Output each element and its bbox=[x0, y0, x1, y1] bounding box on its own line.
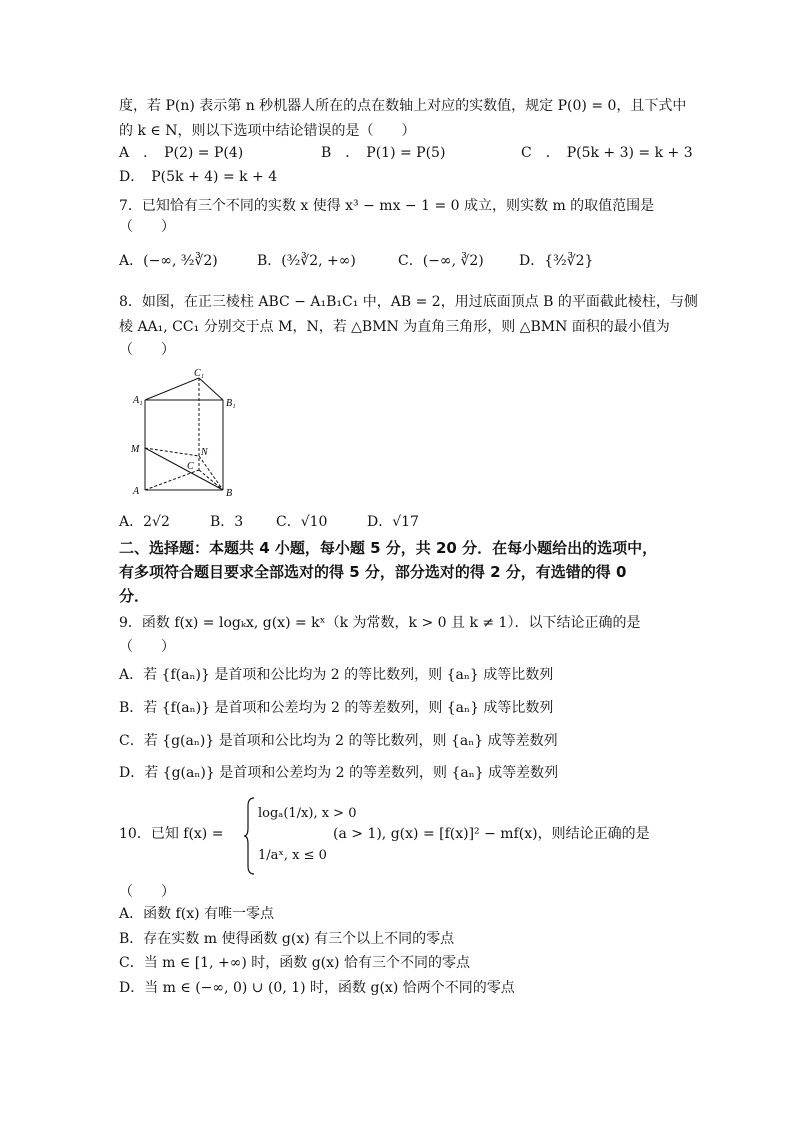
section2-line3: 分． bbox=[119, 587, 150, 605]
q7-line2: （ ） bbox=[119, 219, 175, 235]
q9-line2: （ ） bbox=[119, 639, 175, 655]
q6-option-b: B ． P(1) = P(5) bbox=[321, 145, 446, 161]
label-n: N bbox=[201, 447, 208, 458]
q6-line2: 的 k ∈ N，则以下选项中结论错误的是（ ） bbox=[119, 123, 416, 139]
q9-option-a: A．若 {f(aₙ)} 是首项和公比均为 2 的等比数列，则 {aₙ} 成等比数列 bbox=[119, 667, 554, 683]
q10-case2: 1/aˣ, x ≤ 0 bbox=[258, 848, 327, 863]
q7-line1: 7．已知恰有三个不同的实数 x 使得 x³ − mx − 1 = 0 成立，则实数 m 的取值范围是 bbox=[119, 198, 655, 214]
q10-suffix: (a > 1), g(x) = [f(x)]² − mf(x)，则结论正确的是 bbox=[333, 826, 650, 842]
q6-line1: 度，若 P(n) 表示第 n 秒机器人所在的点在数轴上对应的实数值，规定 P(0) = 0，且下式中 bbox=[119, 98, 687, 114]
q7-option-b: B．(³⁄₂∛2, +∞) bbox=[257, 253, 356, 269]
label-b1: B₁ bbox=[226, 398, 236, 409]
q6-option-a: A ． P(2) = P(4) bbox=[119, 145, 244, 161]
q9-option-c: C．若 {g(aₙ)} 是首项和公比均为 2 的等比数列，则 {aₙ} 成等差数列 bbox=[119, 733, 558, 749]
piecewise-brace bbox=[244, 796, 256, 876]
q8-option-d: D．√17 bbox=[367, 514, 419, 530]
prism-figure bbox=[119, 366, 244, 502]
q10-case1: logₐ(1/x), x > 0 bbox=[258, 806, 357, 821]
label-b: B bbox=[226, 488, 233, 499]
q8-option-b: B．3 bbox=[210, 514, 244, 530]
q8-line3: （ ） bbox=[119, 342, 175, 358]
q10-paren: （ ） bbox=[119, 884, 175, 900]
label-c1: C₁ bbox=[194, 368, 205, 379]
section2-line1: 二、选择题：本题共 4 小题，每小题 5 分，共 20 分．在每小题给出的选项中， bbox=[119, 539, 658, 557]
q10-option-b: B．存在实数 m 使得函数 g(x) 有三个以上不同的零点 bbox=[119, 931, 455, 947]
q6-option-c: C ． P(5k + 3) = k + 3 bbox=[521, 145, 693, 161]
q9-option-b: B．若 {f(aₙ)} 是首项和公差均为 2 的等差数列，则 {aₙ} 成等比数列 bbox=[119, 700, 554, 716]
label-c: C bbox=[187, 461, 194, 472]
q10-prefix: 10．已知 f(x) = bbox=[119, 826, 224, 842]
label-m: M bbox=[131, 444, 140, 455]
q8-option-a: A．2√2 bbox=[119, 514, 170, 530]
q7-option-c: C．(−∞, ∛2) bbox=[398, 253, 484, 269]
q8-option-c: C．√10 bbox=[276, 514, 328, 530]
q9-option-d: D．若 {g(aₙ)} 是首项和公差均为 2 的等差数列，则 {aₙ} 成等差数列 bbox=[119, 765, 559, 781]
q10-option-a: A．函数 f(x) 有唯一零点 bbox=[119, 906, 275, 922]
q9-line1: 9．函数 f(x) = logₖx, g(x) = kˣ（k 为常数，k > 0 且 k ≠ 1）．以下结论正确的是 bbox=[119, 615, 641, 631]
q10-option-d: D．当 m ∈ (−∞, 0) ∪ (0, 1) 时，函数 g(x) 恰两个不同的零点 bbox=[119, 980, 515, 996]
q7-option-a: A．(−∞, ³⁄₂∛2) bbox=[119, 253, 218, 269]
q7-option-d: D．{³⁄₂∛2} bbox=[519, 253, 594, 269]
q8-line2: 棱 AA₁, CC₁ 分别交于点 M，N，若 △BMN 为直角三角形，则 △BMN 面积的最小值为 bbox=[119, 319, 670, 335]
label-a1: A₁ bbox=[133, 395, 143, 406]
label-a: A bbox=[133, 486, 140, 497]
q6-option-d: D． P(5k + 4) = k + 4 bbox=[119, 169, 278, 185]
section2-line2: 有多项符合题目要求全部选对的得 5 分，部分选对的得 2 分，有选错的得 0 bbox=[119, 563, 627, 581]
q10-option-c: C．当 m ∈ [1, +∞) 时，函数 g(x) 恰有三个不同的零点 bbox=[119, 955, 470, 971]
q8-line1: 8．如图，在正三棱柱 ABC − A₁B₁C₁ 中，AB = 2，用过底面顶点 B 的平面截此棱柱，与侧 bbox=[119, 294, 698, 310]
